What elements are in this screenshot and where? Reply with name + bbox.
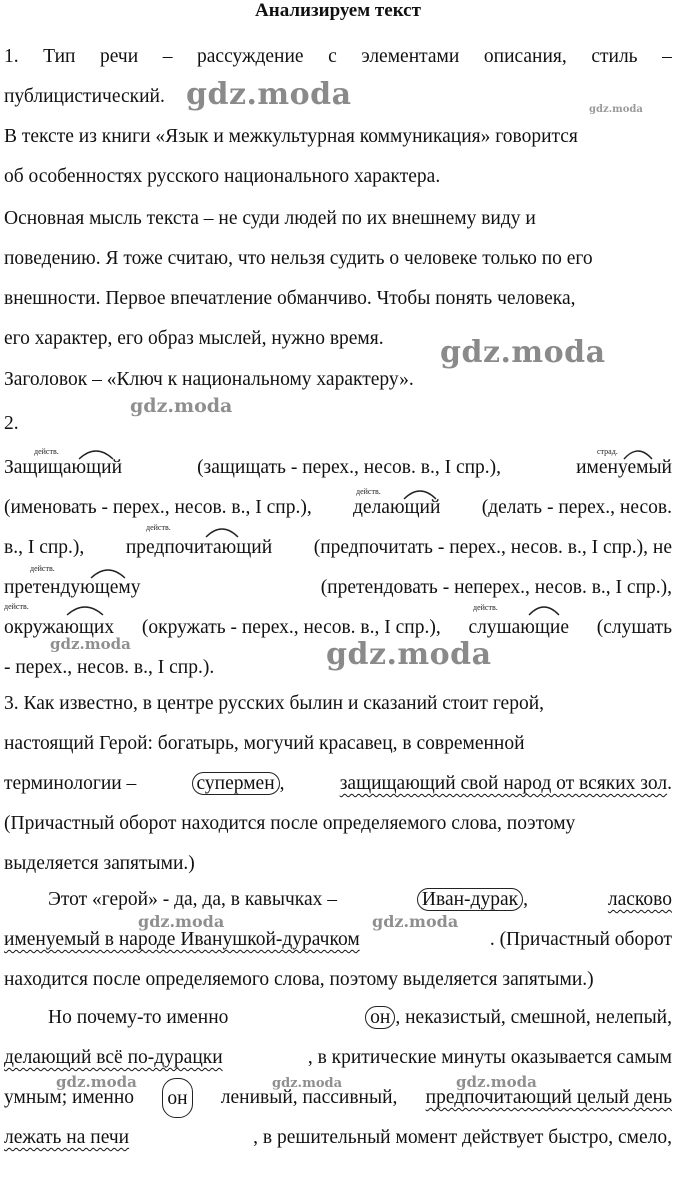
suffix-arc-icon: [66, 602, 104, 616]
participial-phrase: делающий всё по-дурацки: [4, 1047, 223, 1068]
text-line: Основная мысль текста – не суди людей по их внешнему виду и: [4, 208, 536, 229]
watermark-logo: gdz.moda: [440, 335, 606, 370]
suffix-arc-icon: [403, 486, 437, 500]
participle-note: (предпочитать - перех., несов. в., I спр.), не: [313, 537, 672, 558]
text-segment: терминологии –: [4, 773, 137, 794]
participle-word: делающий: [353, 497, 441, 518]
text-line: [4, 488, 672, 528]
voice-mark: страд.: [597, 447, 618, 456]
suffix-arc-icon: [205, 524, 239, 538]
suffix-arc-icon: [623, 446, 653, 460]
suffix-arc-icon: [78, 446, 114, 460]
text-segment: умным; именно: [4, 1087, 135, 1108]
participial-phrase: предпочитающий целый день: [425, 1087, 672, 1108]
circled-word-group: [192, 764, 285, 804]
comma: ,: [523, 889, 528, 910]
suffix-arc-icon: [528, 602, 560, 616]
participial-phrase: защищающий свой народ от всяких зол: [339, 773, 668, 794]
text-line: [4, 1118, 672, 1158]
text-line: 3. Как известно, в центре русских былин и сказаний стоит герой,: [4, 693, 545, 714]
text-segment: 1. Тип речи – рассуждение с элементами описания, стиль –: [4, 46, 672, 67]
text-line: [4, 528, 672, 568]
text-line: [4, 998, 672, 1038]
circled-word: он: [162, 1078, 192, 1118]
text-segment: , в критические минуты оказывается самым: [307, 1047, 672, 1068]
text-line: [4, 920, 672, 960]
task-2-number: [4, 404, 672, 444]
task-3-paragraph-1: [4, 684, 672, 884]
text-line: находится после определяемого слова, поэтому выделяется запятыми.): [4, 969, 594, 990]
watermark-logo: gdz.moda: [56, 1073, 137, 1091]
watermark-logo: gdz.moda: [272, 1076, 343, 1091]
text-line: выделяется запятыми.): [4, 853, 195, 874]
text-line: - перех., несов. в., I спр.).: [4, 657, 215, 678]
text-line: его характер, его образ мыслей, нужно время.: [4, 328, 384, 349]
watermark-logo: gdz.moda: [50, 635, 131, 653]
voice-mark: действ.: [4, 602, 29, 611]
text-line: внешности. Первое впечатление обманчиво. Чтобы понять человека,: [4, 288, 576, 309]
watermark-logo: gdz.moda: [589, 104, 643, 115]
text-line: [4, 37, 672, 77]
text-line: [4, 764, 672, 804]
participial-phrase: именуемый в народе Иванушкой-дурачком: [4, 929, 360, 950]
voice-mark: действ.: [356, 487, 381, 496]
voice-mark: действ.: [34, 447, 59, 456]
watermark-logo: gdz.moda: [138, 912, 225, 931]
text-line: настоящий Герой: богатырь, могучий красавец, в современной: [4, 733, 525, 754]
participial-phrase-group: [340, 764, 672, 804]
text-segment: , в решительный момент действует быстро, смело,: [253, 1127, 672, 1148]
circled-word: он , неказистый, смешной, нелепый,: [365, 998, 672, 1038]
text-line: Заголовок – «Ключ к национальному характеру».: [4, 369, 414, 390]
period: .: [667, 773, 672, 794]
watermark-logo: gdz.moda: [186, 77, 352, 112]
participle-word: слушающие: [468, 617, 569, 638]
circled-word: супермен: [192, 772, 280, 795]
participle-note: (претендовать - неперех., несов. в., I спр.),: [320, 577, 672, 598]
participle-word: претендующему: [4, 577, 141, 598]
participial-phrase: ласково: [607, 889, 672, 910]
watermark-logo: gdz.moda: [130, 395, 233, 417]
participial-phrase: лежать на печи: [4, 1127, 130, 1148]
voice-mark: действ.: [146, 523, 171, 532]
watermark-logo: gdz.moda: [372, 912, 459, 931]
page-title: Анализируем текст: [255, 0, 421, 21]
text-segment: . (Причастный оборот: [489, 929, 672, 950]
text-segment: Но почему-то именно: [48, 1007, 229, 1028]
text-line: публицистический.: [4, 86, 165, 107]
participle-word: окружающих: [4, 617, 115, 638]
text-line: (Причастный оборот находится после определяемого слова, поэтому: [4, 813, 576, 834]
circled-word: Иван-дурак: [417, 888, 523, 911]
text-line: [4, 880, 672, 920]
task-number: 2.: [4, 413, 19, 434]
text-segment: ленивый, пассивный,: [220, 1087, 398, 1108]
suffix-arc-icon: [90, 565, 126, 579]
voice-mark: действ.: [473, 603, 498, 612]
participle-note: в., I спр.),: [4, 537, 85, 558]
watermark-logo: gdz.moda: [456, 1073, 537, 1091]
text-line: В тексте из книги «Язык и межкультурная коммуникация» говорится: [4, 126, 578, 147]
watermark-logo: gdz.moda: [326, 637, 492, 672]
participle-word: именуемый: [576, 457, 672, 478]
text-line: поведению. Я тоже считаю, что нельзя судить о человеке только по его: [4, 248, 593, 269]
text-line: об особенностях русского национального характера.: [4, 166, 441, 187]
text-segment: Этот «герой» - да, да, в кавычках –: [48, 889, 337, 910]
participle-note: (окружать - перех., несов. в., I спр.),: [141, 617, 441, 638]
participle-word: предпочитающий: [125, 537, 273, 558]
paragraph-source: [4, 117, 672, 197]
participle-word: Защищающий: [4, 457, 122, 478]
participle-note: (защищать - перех., несов. в., I спр.),: [197, 457, 502, 478]
comma: ,: [279, 773, 285, 794]
voice-mark: действ.: [30, 564, 55, 573]
participle-note: (слушать: [596, 617, 672, 638]
participle-note: (именовать - перех., несов. в., I спр.),: [4, 497, 312, 518]
task-3-paragraph-2: [4, 880, 672, 1000]
participle-note: (делать - перех., несов.: [481, 497, 672, 518]
